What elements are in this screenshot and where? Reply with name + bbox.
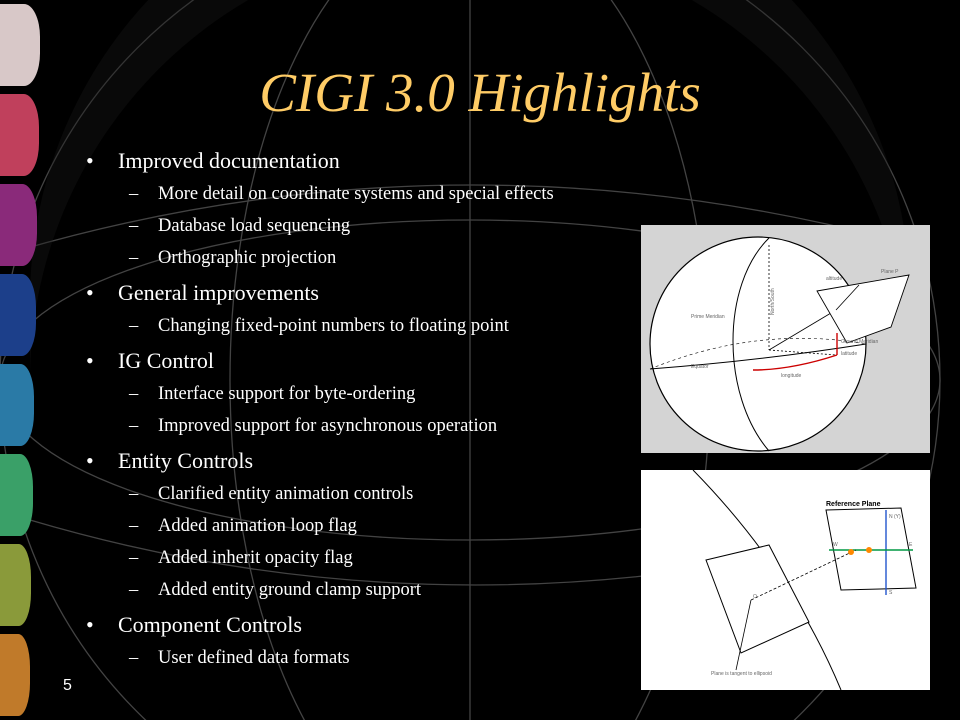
sub-bullet-text: More detail on coordinate systems and special effects (158, 184, 554, 204)
equator-label: Equator (691, 364, 709, 370)
stripe-6 (0, 544, 31, 626)
bullet-marker: • (86, 612, 94, 637)
sub-bullet-item (86, 478, 646, 510)
sub-bullet-text: Clarified entity animation controls (158, 484, 414, 504)
sub-bullet-marker: – (129, 184, 139, 204)
east-label: E (909, 542, 913, 548)
sub-bullet-marker: – (129, 580, 139, 600)
sub-bullet-text: Changing fixed-point numbers to floating point (158, 316, 509, 336)
bullet-text: Entity Controls (118, 448, 254, 473)
stripe-7 (0, 634, 30, 716)
bullet-item (86, 610, 646, 640)
altitude-label: altitude (826, 276, 843, 282)
ground-meridian-label: Ground Meridian (841, 339, 879, 345)
sub-bullet-text: Orthographic projection (158, 248, 337, 268)
bullet-text: IG Control (118, 348, 214, 373)
bullet-marker: • (86, 148, 94, 173)
sub-bullet-marker: – (129, 316, 139, 336)
sub-bullet-item (86, 242, 646, 274)
sub-bullet-marker: – (129, 248, 139, 268)
sub-bullet-text: User defined data formats (158, 648, 350, 668)
sub-bullet-marker: – (129, 416, 139, 436)
slide-title: CIGI 3.0 Highlights (259, 62, 701, 123)
sub-bullet-text: Added entity ground clamp support (158, 580, 422, 600)
west-label: W (833, 542, 838, 548)
bullet-item (86, 446, 646, 476)
origin-label: O (753, 594, 757, 600)
sub-bullet-item (86, 642, 646, 674)
latitude-label: latitude (841, 351, 858, 357)
sub-bullet-marker: – (129, 384, 139, 404)
plane-p-label: Plane P (881, 269, 899, 275)
slide-number: 5 (63, 677, 72, 694)
sub-bullet-item (86, 210, 646, 242)
reference-plane-label: Reference Plane (826, 501, 881, 508)
bullet-text: Improved documentation (118, 148, 340, 173)
bullet-text: General improvements (118, 280, 319, 305)
sub-bullet-text: Interface support for byte-ordering (158, 384, 416, 404)
stripe-4 (0, 364, 34, 446)
stripe-3 (0, 274, 36, 356)
bullet-text: Component Controls (118, 612, 302, 637)
sub-bullet-item (86, 310, 646, 342)
sub-bullet-marker: – (129, 516, 139, 536)
sub-bullet-text: Added animation loop flag (158, 516, 357, 536)
tangent-note: Plane is tangent to ellipsoid (711, 671, 772, 677)
bullet-marker: • (86, 280, 94, 305)
bullet-marker: • (86, 348, 94, 373)
sub-bullet-marker: – (129, 648, 139, 668)
ellipsoid-figure (641, 225, 930, 453)
sub-bullet-marker: – (129, 216, 139, 236)
sub-bullet-item (86, 410, 646, 442)
sub-bullet-item (86, 178, 646, 210)
vertical-label: North/South (770, 288, 776, 315)
sub-bullet-item (86, 542, 646, 574)
ellipsoid-outline (650, 237, 866, 451)
bullet-list (86, 146, 646, 674)
bullet-item (86, 346, 646, 376)
bullet-item (86, 278, 646, 308)
north-label: N (Y) (889, 514, 901, 520)
sub-bullet-item (86, 510, 646, 542)
sub-bullet-marker: – (129, 484, 139, 504)
reference-plane-figure (641, 470, 930, 690)
sub-bullet-text: Improved support for asynchronous operation (158, 416, 498, 436)
bullet-item (86, 146, 646, 176)
sub-bullet-text: Added inherit opacity flag (158, 548, 353, 568)
stripe-2 (0, 184, 37, 266)
bullet-marker: • (86, 448, 94, 473)
sub-bullet-text: Database load sequencing (158, 216, 351, 236)
sub-bullet-item (86, 574, 646, 606)
stripe-5 (0, 454, 33, 536)
prime-meridian-label: Prime Meridian (691, 314, 725, 320)
longitude-label: longitude (781, 373, 802, 379)
sub-bullet-marker: – (129, 548, 139, 568)
south-label: S (889, 590, 893, 596)
sub-bullet-item (86, 378, 646, 410)
